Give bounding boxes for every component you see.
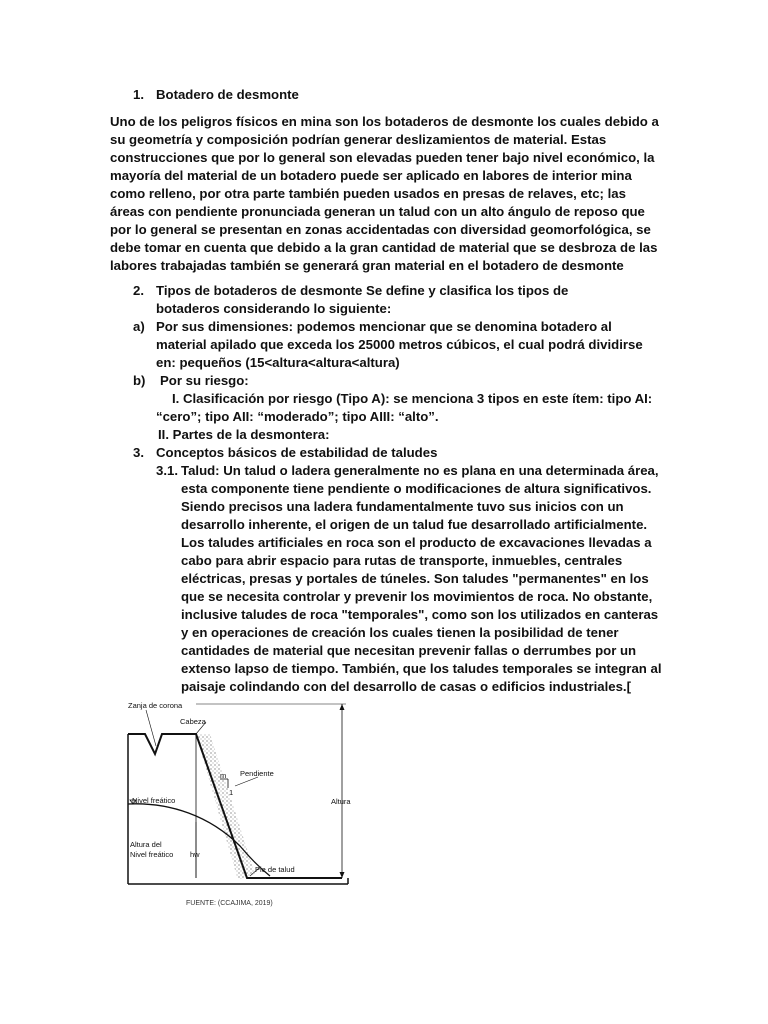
slope-diagram-svg [110, 696, 360, 896]
label-nivel-freatico-2: Nivel freático [130, 850, 174, 859]
label-pendiente: Pendiente [240, 769, 274, 778]
label-zanja: Zanja de corona [128, 701, 183, 710]
section-1-heading: Botadero de desmonte [156, 87, 299, 102]
subsection-3-1-text: Talud: Un talud o ladera generalmente no es plana en una determinada área, esta componente tiene pendiente o modificaciones de altura significativos. Siendo precisos una ladera fundamentalmente tuvo sus inicios con un desarrollo inherente, el origen de un talud fue desarrollado artificialmente. Los taludes artificiales en roca son el producto de excavaciones llevadas a cabo para abrir espacio para rutas de transporte, inmuebles, centrales eléctricas, presas y portales de túneles. Son taludes "permanentes" en los que se necesita controlar y prevenir los movimientos de roca. No obstante, inclusive taludes de roca "temporales", como son los utilizados en canteras y en operaciones de creación los cuales tienen la posibilidad de tener cantidades de material que necesitan prevenir fallas o derrumbes por un extenso lapso de tiempo. También, que los taludes temporales se integran al paisaje colindando con del desarrollo de casas o edificios industriales.[ [181, 463, 662, 694]
item-a-label: a) [133, 319, 145, 334]
section-1-paragraph: Uno de los peligros físicos en mina son los botaderos de desmonte los cuales debido a su geometría y composición podrían generar deslizamientos de material. Estas construcciones que por lo general son elevadas pueden tener bajo nivel económico, la mayoría del material de un botadero puede ser aplicado en labores de interior mina como relleno, por otra parte también pueden usados en presas de relaves, etc; las áreas con pendiente pronunciada generan un talud con un alto ángulo de reposo que por lo general se presentan en zonas accidentadas con diversidad geomorfológica, se debe tomar en cuenta que debido a la gran cantidad de material que se desbroza de las labores trabajadas también se generará gran material en el botadero de desmonte [110, 114, 659, 273]
subsection-3-1-number: 3.1. [156, 463, 178, 478]
risk-classification-text: I. Clasificación por riesgo (Tipo A): se menciona 3 tipos en este ítem: tipo AI: “cero”; tipo AII: “moderado”; tipo AIII: “alto”. [156, 391, 653, 424]
label-pie-de-talud: Pie de talud [255, 865, 295, 874]
section-2-number: 2. [133, 283, 144, 298]
label-one: 1 [229, 788, 234, 797]
label-altura: Altura [331, 797, 351, 806]
label-altura-del: Altura del [130, 840, 162, 849]
height-arrow-top [340, 704, 345, 710]
label-hw: hw [190, 850, 200, 859]
label-nivel-freatico: Nivel freático [132, 796, 176, 805]
parts-text: II. Partes de la desmontera: [158, 427, 330, 442]
section-3-heading: Conceptos básicos de estabilidad de taludes [156, 445, 438, 460]
figure-caption: FUENTE: (CCAJIMA, 2019) [186, 900, 273, 907]
slope-diagram [110, 696, 360, 896]
section-2-text: Tipos de botaderos de desmonte Se define y clasifica los tipos de botaderos considerando lo siguiente: [156, 283, 569, 316]
section-1-number: 1. [133, 87, 144, 102]
item-a-text: Por sus dimensiones: podemos mencionar que se denomina botadero al material apilado que exceda los 25000 metros cúbicos, el cual podrá dividirse en: pequeños (15<altura<altura<altura) [156, 319, 643, 370]
label-m: m [220, 771, 227, 780]
item-b-text: Por su riesgo: [160, 373, 249, 388]
pendiente-leader [235, 777, 258, 786]
slope-surface-texture [196, 734, 255, 880]
item-b-label: b) [133, 373, 146, 388]
section-3-number: 3. [133, 445, 144, 460]
label-cabeza: Cabeza [180, 717, 206, 726]
